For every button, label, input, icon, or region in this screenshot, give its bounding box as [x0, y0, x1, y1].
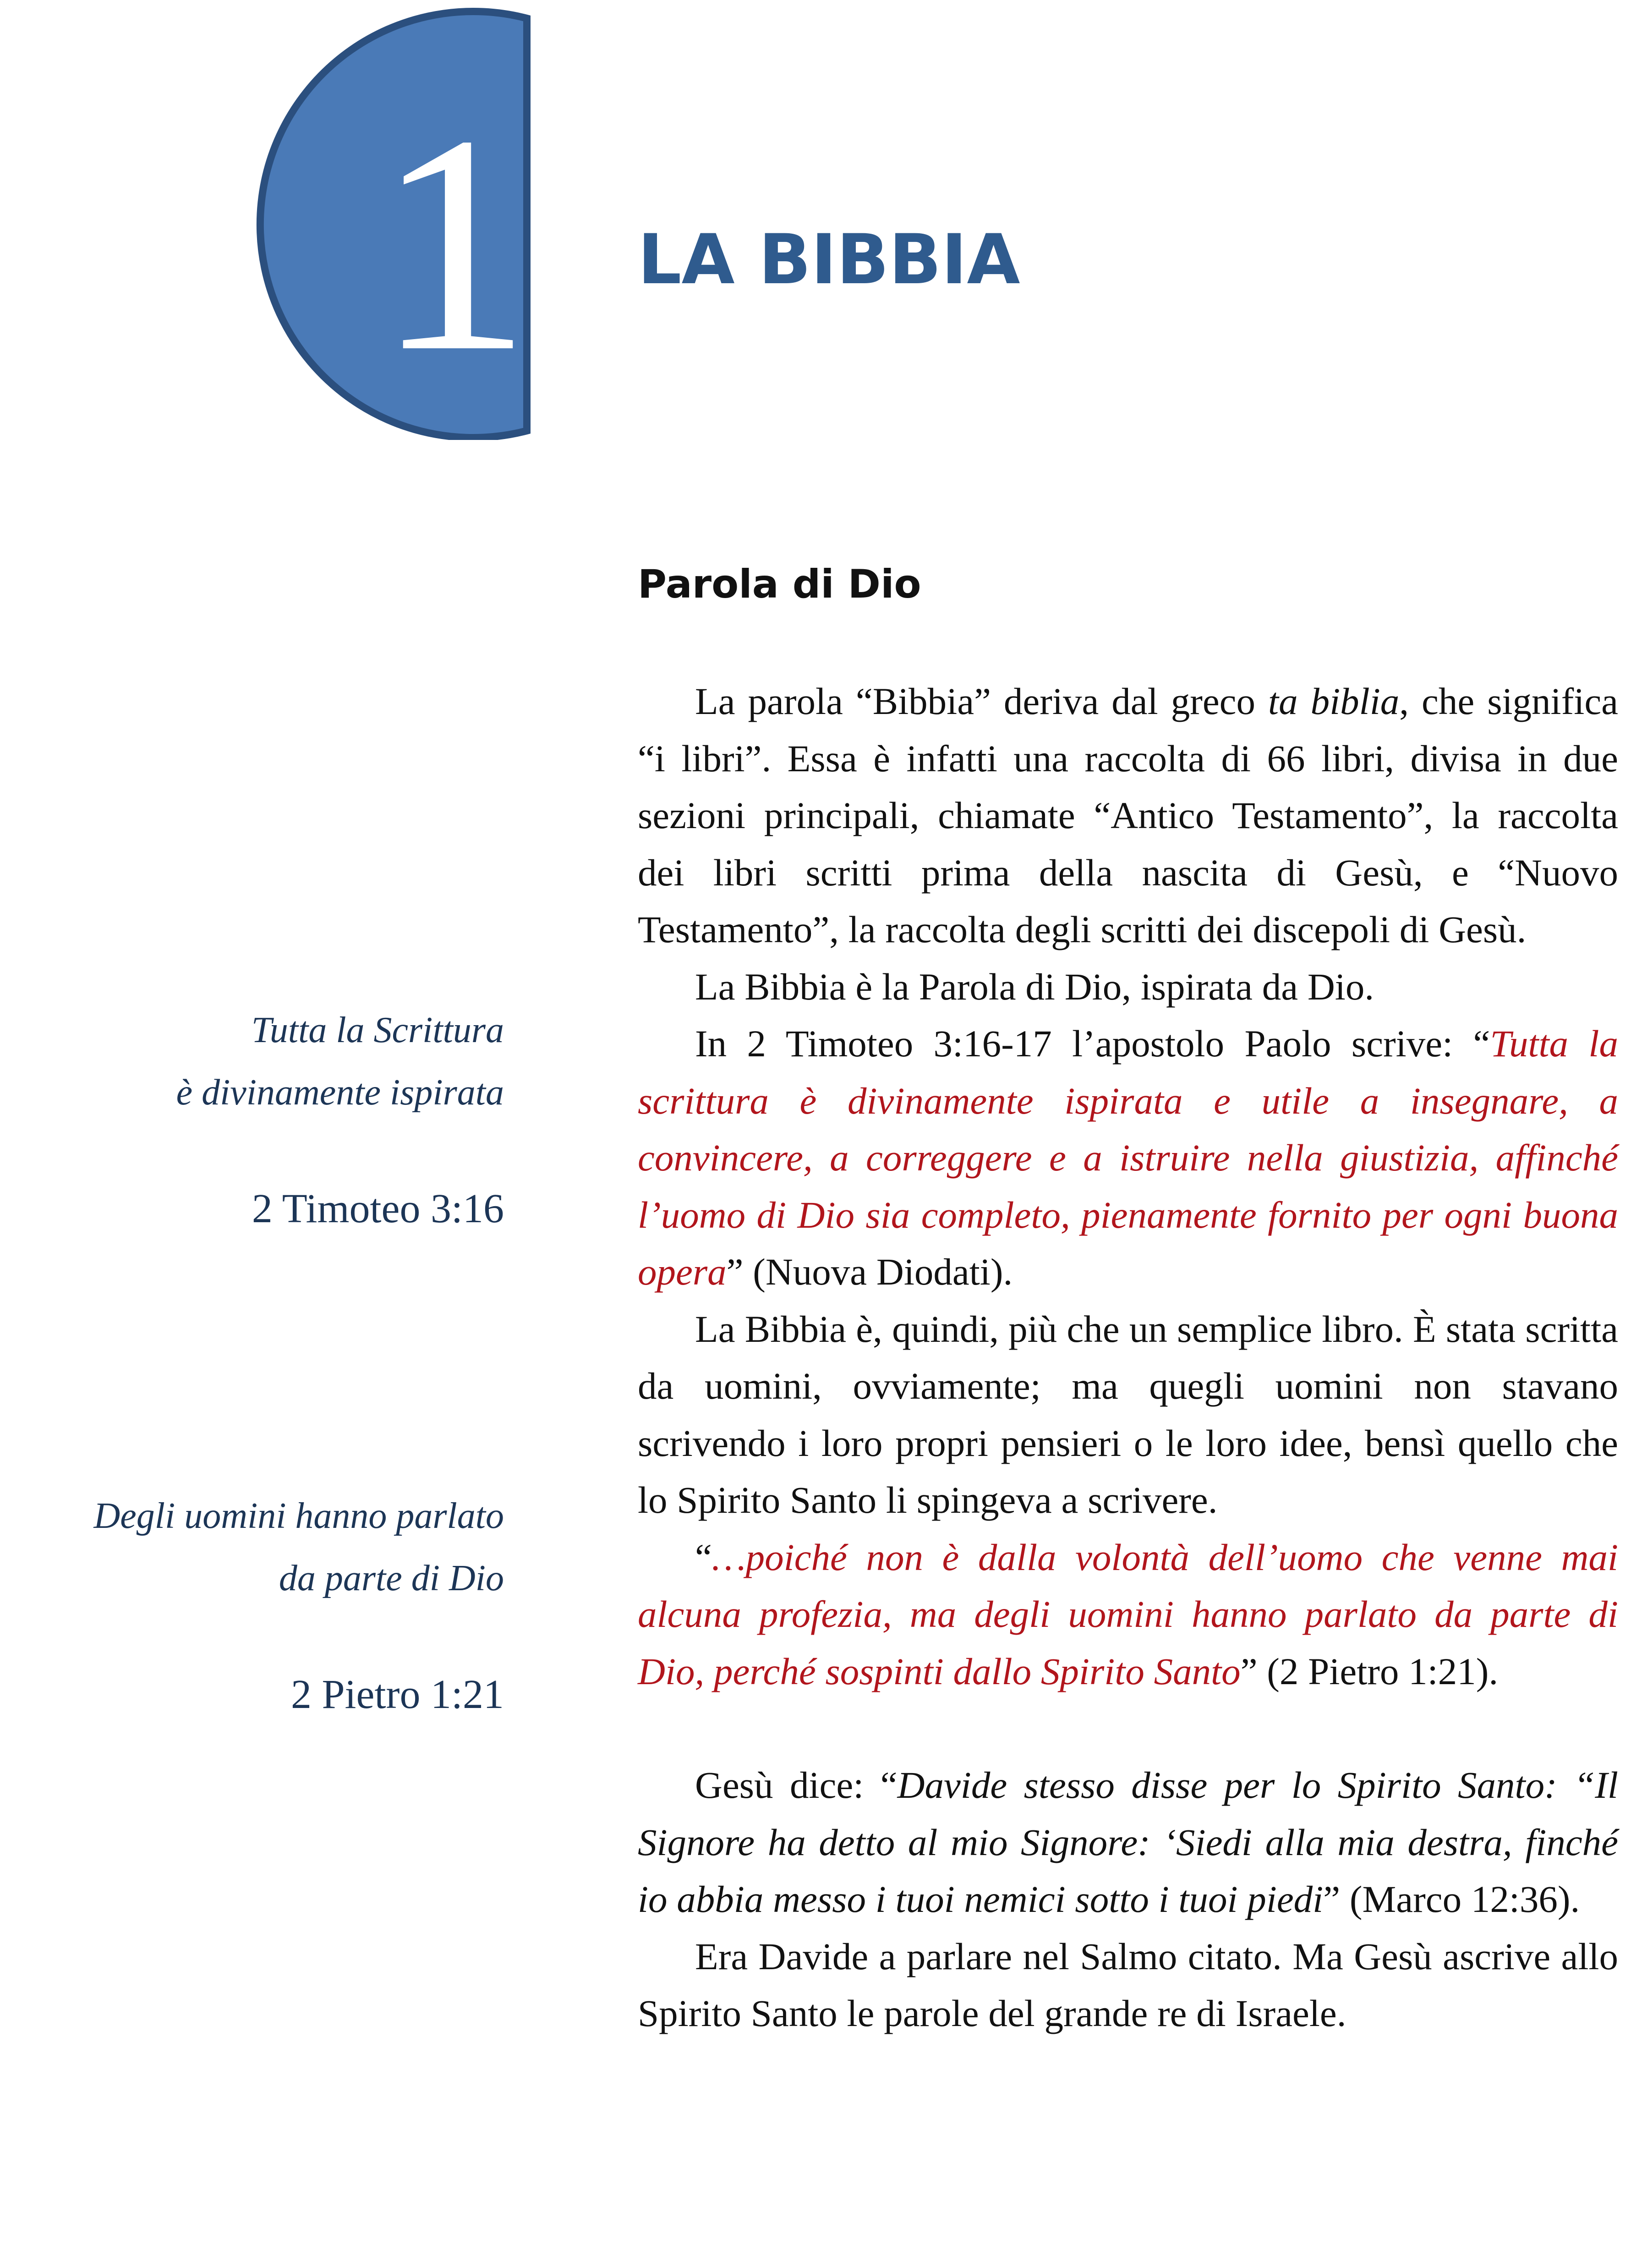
sidebar-reference: 2 Pietro 1:21 — [291, 1672, 504, 1717]
paragraph: La Bibbia è la Parola di Dio, ispirata da Dio. — [695, 965, 1374, 1008]
sidebar-reference: 2 Timoteo 3:16 — [252, 1186, 504, 1231]
sidebar-quote-line: Degli uomini hanno parlato — [93, 1496, 504, 1536]
scripture-quote: Tutta la scrittura è divinamente ispirata e utile a insegnare, a convincere, a correggere e a istruire nella giustizia, affinché l’uomo di Dio sia completo, pienamente fornito per ogni buona opera — [638, 1022, 1618, 1293]
paragraph: Gesù dice: “Davide stesso disse per lo Spirito Santo: “Il Signore ha detto al mio Signore: ‘Siedi alla mia destra, finché io abbia messo i tuoi nemici sotto i tuoi piedi” (Marco 12:36). — [638, 1764, 1618, 1920]
paragraph: La Bibbia è, quindi, più che un semplice libro. È stata scritta da uomini, ovviamente; ma quegli uomini non stavano scrivendo i loro propri pensieri o le loro idee, bensì quello che lo Spirito Santo li spingeva a scrivere. — [638, 1307, 1618, 1521]
chapter-number-badge — [0, 0, 550, 440]
sidebar-quote-line: Tutta la Scrittura — [251, 1010, 504, 1050]
scripture-quote: Davide stesso disse per lo Spirito Santo: “Il Signore ha detto al mio Signore: ‘Siedi alla mia destra, finché io abbia messo i tuoi nemici sotto i tuoi piedi — [638, 1764, 1618, 1920]
chapter-number: 1 — [376, 71, 531, 416]
sidebar-quote-1 — [0, 999, 504, 1124]
sidebar-reference-1 — [0, 1178, 504, 1240]
sidebar-quote-2 — [0, 1485, 504, 1609]
sidebar-quote-line: da parte di Dio — [279, 1558, 504, 1598]
paragraph: Era Davide a parlare nel Salmo citato. Ma Gesù ascrive allo Spirito Santo le parole del grande re di Israele. — [638, 1935, 1618, 2034]
sidebar-quote-line: è divinamente ispirata — [176, 1072, 504, 1113]
body-text — [638, 673, 1618, 2042]
paragraph: La parola “Bibbia” deriva dal greco ta biblia, che significa “i libri”. Essa è infatti una raccolta di 66 libri, divisa in due sezioni principali, chiamate “Antico Testamento”, la raccolta dei libri scritti prima della nascita di Gesù, e “Nuovo Testamento”, la raccolta degli scritti dei discepoli di Gesù. — [638, 680, 1618, 950]
paragraph: In 2 Timoteo 3:16-17 l’apostolo Paolo scrive: “Tutta la scrittura è divinamente ispirata e utile a insegnare, a convincere, a correggere e a istruire nella giustizia, affinché l’uomo di Dio sia completo, pienamente fornito per ogni buona opera” (Nuova Diodati). — [638, 1022, 1618, 1293]
section-heading: Parola di Dio — [638, 561, 921, 607]
paragraph: “…poiché non è dalla volontà dell’uomo che venne mai alcuna profezia, ma degli uomini hanno parlato da parte di Dio, perché sospinti dallo Spirito Santo” (2 Pietro 1:21). — [638, 1536, 1618, 1692]
scripture-quote: …poiché non è dalla volontà dell’uomo che venne mai alcuna profezia, ma degli uomini hanno parlato da parte di Dio, perché sospinti dallo Spirito Santo — [638, 1536, 1618, 1692]
chapter-title: LA BIBBIA — [638, 220, 1020, 300]
sidebar-reference-2 — [0, 1664, 504, 1726]
